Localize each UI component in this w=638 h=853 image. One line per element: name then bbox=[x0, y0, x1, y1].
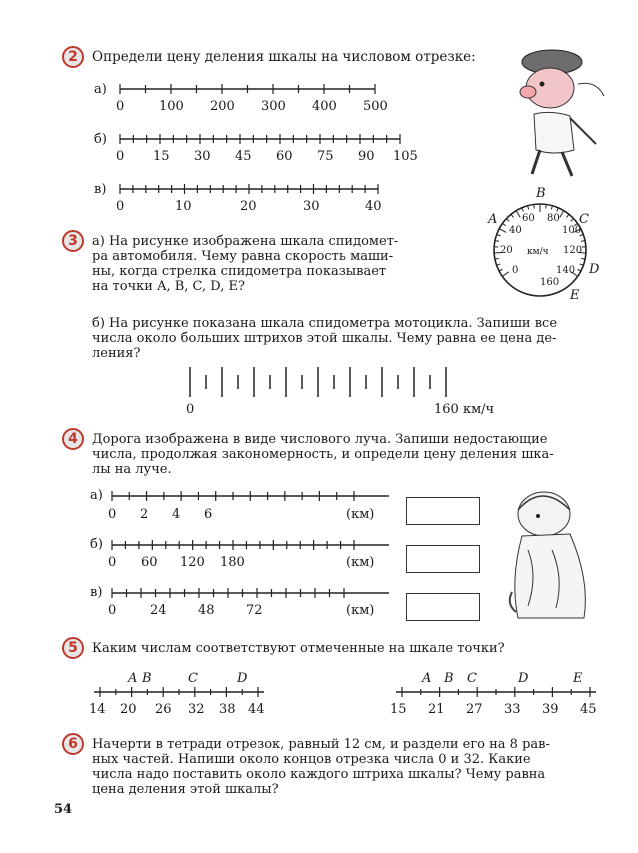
speedo-point-label: B bbox=[536, 186, 546, 201]
dial-tick bbox=[502, 223, 505, 225]
dial-tick bbox=[511, 214, 514, 217]
speedo-number: 160 bbox=[540, 277, 560, 288]
motorcycle-speedometer-scale bbox=[180, 363, 460, 403]
speedo-point-label: C bbox=[579, 212, 589, 227]
ray-label: в) bbox=[90, 585, 103, 600]
point-label: B bbox=[444, 671, 454, 686]
scale-label: в) bbox=[94, 182, 107, 197]
tick-label: 100 bbox=[159, 99, 184, 114]
scale-label: а) bbox=[94, 82, 107, 97]
tick-label: 24 bbox=[150, 603, 167, 618]
tick-label: 75 bbox=[317, 149, 334, 164]
tick-label: 15 bbox=[153, 149, 170, 164]
dial-tick bbox=[497, 235, 501, 236]
tick-label: 90 bbox=[358, 149, 375, 164]
unit-label: (км) bbox=[346, 555, 375, 570]
page-number: 54 bbox=[54, 802, 73, 817]
speedo-number: 120 bbox=[563, 245, 583, 256]
task-text: Определи цену деления шкалы на числовом отрезке: bbox=[92, 49, 476, 65]
point-label: D bbox=[237, 671, 248, 686]
task-number: 3 bbox=[68, 233, 78, 249]
task-text-line: ра автомобиля. Чему равна скорость маши- bbox=[92, 249, 394, 264]
dial-tick bbox=[516, 211, 520, 218]
tick-label: 0 bbox=[108, 555, 117, 570]
dial-tick bbox=[571, 219, 574, 222]
tick-label: 6 bbox=[204, 507, 213, 522]
ray-label: а) bbox=[90, 488, 103, 503]
task-text-line: числа надо поставить около каждого штриха шкалы? Чему равна bbox=[92, 767, 546, 782]
speedo-number: 20 bbox=[500, 245, 513, 256]
tick-label: 26 bbox=[155, 702, 172, 717]
tick-label: 60 bbox=[141, 555, 158, 570]
tick-label: 500 bbox=[363, 99, 388, 114]
dial-tick bbox=[577, 269, 581, 271]
tick-label: 27 bbox=[466, 702, 483, 717]
scale-label: б) bbox=[94, 132, 107, 147]
dial-tick bbox=[580, 264, 584, 265]
dial-tick bbox=[546, 204, 547, 208]
tick-label: 10 bbox=[175, 199, 192, 214]
dial-tick bbox=[497, 264, 501, 265]
tick-label: 0 bbox=[108, 603, 117, 618]
task-text-line: цена деления этой шкалы? bbox=[92, 782, 279, 797]
task-text-line: ления? bbox=[92, 346, 141, 361]
dial-tick bbox=[560, 211, 564, 218]
tick-label: 14 bbox=[89, 702, 106, 717]
tick-label: 0 bbox=[108, 507, 117, 522]
tick-label: 21 bbox=[428, 702, 445, 717]
point-label: D bbox=[518, 671, 529, 686]
scale-end-label: 160 км/ч bbox=[434, 402, 495, 417]
tick-label: 400 bbox=[312, 99, 337, 114]
tick-label: 30 bbox=[194, 149, 211, 164]
dial-tick bbox=[566, 214, 569, 217]
speedo-point-label: D bbox=[589, 262, 600, 277]
task-number-badge bbox=[62, 733, 84, 755]
dial-tick bbox=[499, 229, 506, 233]
dial-tick bbox=[499, 269, 503, 271]
task-number-badge bbox=[62, 428, 84, 450]
tick-label: 39 bbox=[542, 702, 559, 717]
tick-label: 4 bbox=[172, 507, 181, 522]
speedo-number: 0 bbox=[512, 265, 519, 276]
unit-label: (км) bbox=[346, 507, 375, 522]
dial-tick bbox=[557, 208, 559, 212]
task-text-line: Дорога изображена в виде числового луча. Запиши недостающие bbox=[92, 432, 548, 447]
point-label: E bbox=[573, 671, 583, 686]
point-label: C bbox=[188, 671, 198, 686]
task-text-line: Начерти в тетради отрезок, равный 12 см, и раздели его на 8 рав- bbox=[92, 737, 550, 752]
tick-label: 0 bbox=[116, 99, 125, 114]
answer-box[interactable] bbox=[406, 497, 480, 525]
tick-label: 20 bbox=[240, 199, 257, 214]
task-text-line: а) На рисунке изображена шкала спидомет- bbox=[92, 234, 399, 249]
task-number: 4 bbox=[68, 431, 78, 447]
task-text-line: ны, когда стрелка спидометра показывает bbox=[92, 264, 387, 279]
point-label: A bbox=[128, 671, 138, 686]
point-label: B bbox=[142, 671, 152, 686]
answer-box[interactable] bbox=[406, 593, 480, 621]
tick-label: 72 bbox=[246, 603, 263, 618]
point-label: C bbox=[467, 671, 477, 686]
tick-label: 44 bbox=[248, 702, 265, 717]
speedo-number: 140 bbox=[556, 265, 576, 276]
task-number: 2 bbox=[68, 49, 78, 65]
dial-tick bbox=[522, 208, 524, 212]
dial-tick bbox=[534, 204, 535, 208]
tick-label: 32 bbox=[188, 702, 205, 717]
tick-label: 20 bbox=[120, 702, 137, 717]
task-number-badge bbox=[62, 637, 84, 659]
point-label: A bbox=[422, 671, 432, 686]
tick-label: 40 bbox=[365, 199, 382, 214]
speedo-number: 60 bbox=[522, 213, 535, 224]
tick-label: 0 bbox=[116, 149, 125, 164]
tick-label: 2 bbox=[140, 507, 149, 522]
task-text-line: числа около больших штрихов этой шкалы. Чему равна ее цена де- bbox=[92, 331, 557, 346]
task-text-line: числа, продолжая закономерность, и определи цену деления шка- bbox=[92, 447, 554, 462]
tick-label: 120 bbox=[180, 555, 205, 570]
tick-label: 0 bbox=[116, 199, 125, 214]
dial-tick bbox=[502, 272, 509, 277]
task-number: 5 bbox=[68, 640, 78, 656]
tick-label: 30 bbox=[303, 199, 320, 214]
speedo-point-label: E bbox=[570, 288, 580, 303]
tick-label: 180 bbox=[220, 555, 245, 570]
tick-label: 60 bbox=[276, 149, 293, 164]
task-text-line: на точки A, B, C, D, E? bbox=[92, 279, 245, 294]
tick-label: 33 bbox=[504, 702, 521, 717]
tick-label: 48 bbox=[198, 603, 215, 618]
tick-label: 300 bbox=[261, 99, 286, 114]
task-text-line: ных частей. Напиши около концов отрезка числа 0 и 32. Какие bbox=[92, 752, 531, 767]
task-text-line: б) На рисунке показана шкала спидометра мотоцикла. Запиши все bbox=[92, 316, 558, 331]
answer-box[interactable] bbox=[406, 545, 480, 573]
speedo-point-label: A bbox=[488, 212, 498, 227]
task-number: 6 bbox=[68, 736, 78, 752]
unit-label: (км) bbox=[346, 603, 375, 618]
cartoon-character-illustration bbox=[500, 40, 610, 180]
speedo-unit: км/ч bbox=[527, 247, 549, 257]
task-number-badge bbox=[62, 46, 84, 68]
scale-start-label: 0 bbox=[186, 402, 195, 417]
task-text: Каким числам соответствуют отмеченные на шкале точки? bbox=[92, 641, 505, 656]
tick-label: 38 bbox=[219, 702, 236, 717]
speedo-number: 100 bbox=[562, 225, 582, 236]
tick-label: 45 bbox=[580, 702, 597, 717]
ray-label: б) bbox=[90, 537, 103, 552]
task-text-line: лы на луче. bbox=[92, 462, 172, 477]
scale-a bbox=[110, 75, 390, 115]
task-number-badge bbox=[62, 230, 84, 252]
tick-label: 15 bbox=[390, 702, 407, 717]
tick-label: 45 bbox=[235, 149, 252, 164]
tick-label: 105 bbox=[393, 149, 418, 164]
cartoon-old-lady-illustration bbox=[498, 480, 608, 625]
speedo-number: 40 bbox=[509, 225, 522, 236]
speedo-number: 80 bbox=[547, 213, 560, 224]
dial-tick bbox=[506, 219, 509, 222]
tick-label: 200 bbox=[210, 99, 235, 114]
